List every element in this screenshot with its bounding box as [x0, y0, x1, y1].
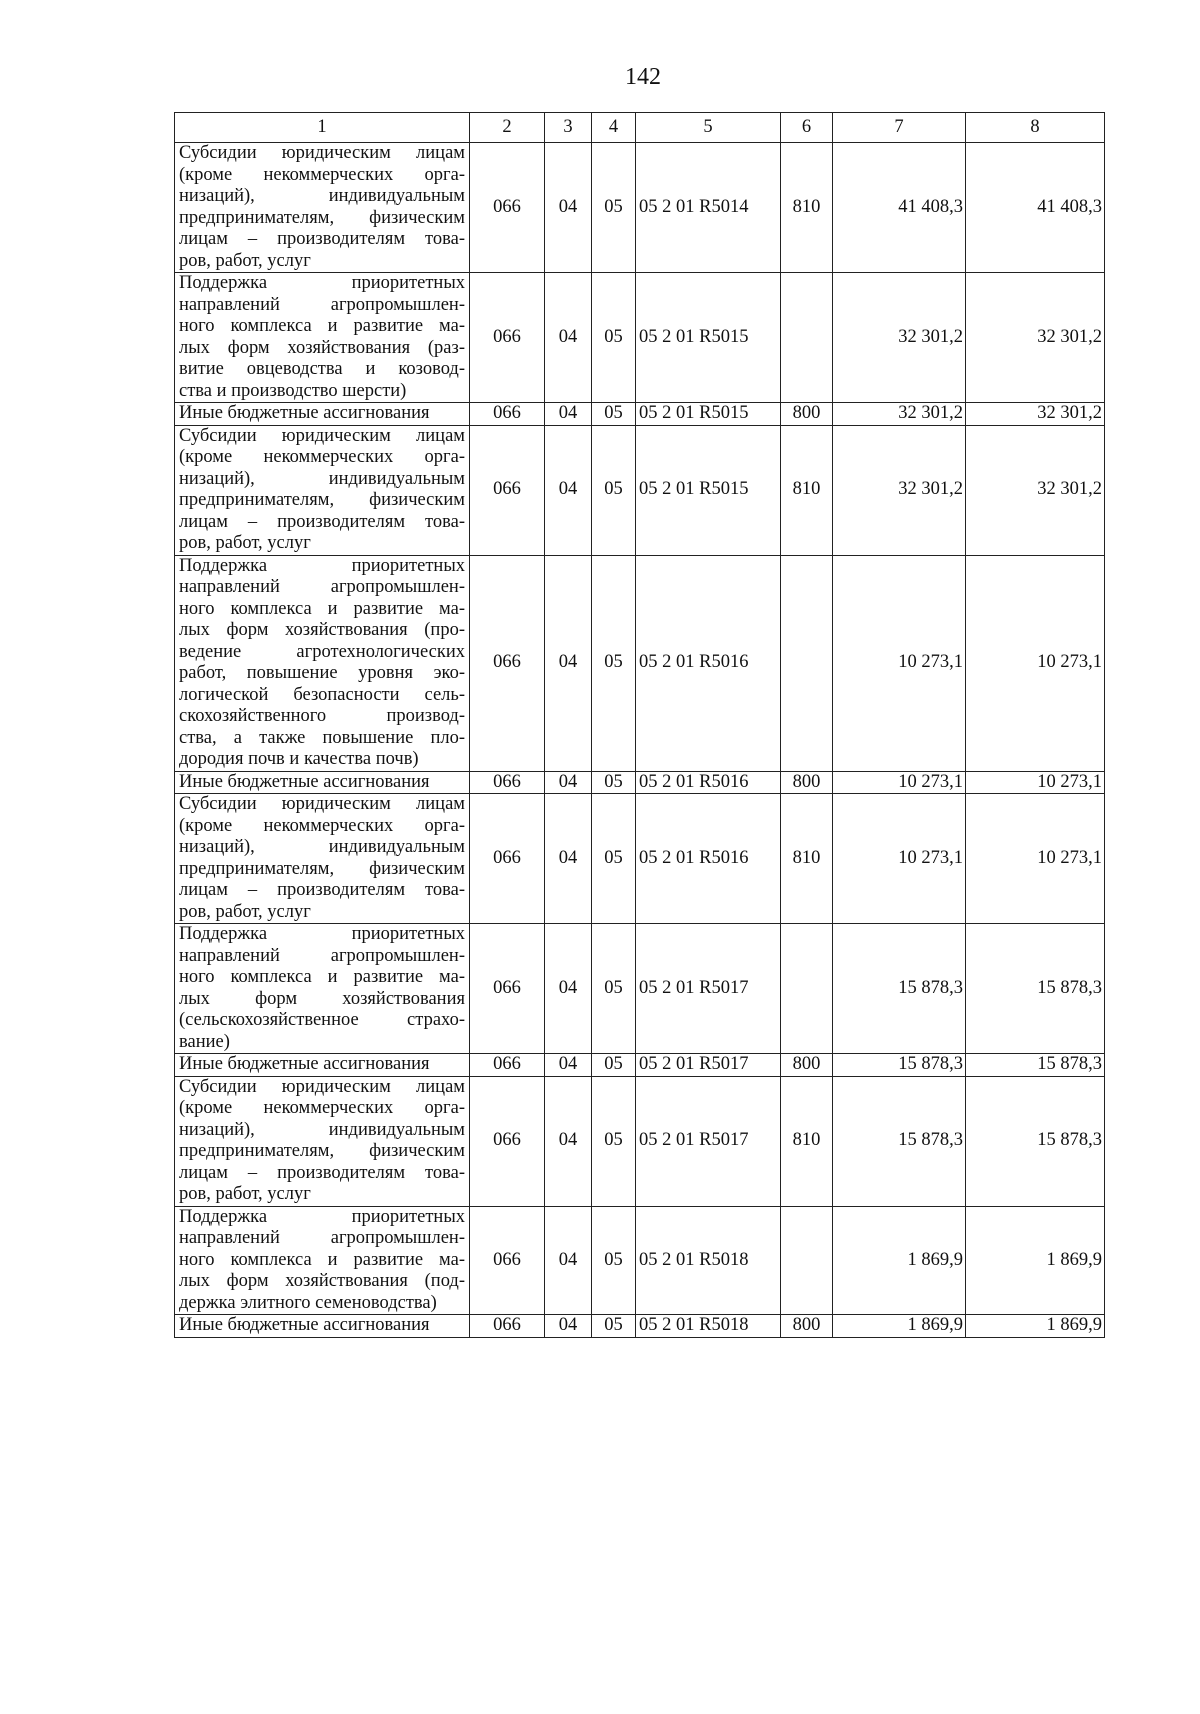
amount-cell: 15 878,3: [833, 1054, 966, 1077]
table-body: [175, 143, 1105, 1338]
table-row: [175, 1054, 1105, 1077]
section-code-cell: 04: [545, 273, 592, 403]
expense-name-line: держка элитного семеноводства): [179, 1292, 437, 1313]
expense-name-line: низаций), индивидуальным: [179, 186, 465, 206]
table-row: [175, 273, 1105, 403]
expense-name-line: Иные бюджетные ассигнования: [179, 1054, 430, 1074]
table-row: [175, 425, 1105, 555]
expense-name-line: дородия почв и качества почв): [179, 749, 419, 769]
expense-name-line: направлений агропромышлен-: [179, 577, 465, 597]
amount-cell: 10 273,1: [833, 555, 966, 771]
expense-name-line: лых форм хозяйствования: [179, 988, 465, 1009]
expense-type-cell: 800: [781, 1054, 833, 1077]
expense-name-line: ного комплекса и развитие ма-: [179, 967, 465, 987]
table-row: [175, 924, 1105, 1054]
amount-cell: 32 301,2: [833, 425, 966, 555]
ministry-code-cell: 066: [470, 794, 545, 924]
page-number: 142: [625, 64, 661, 90]
table-row: [175, 555, 1105, 771]
section-code-cell: 04: [545, 924, 592, 1054]
expense-name-line: витие овцеводства и козовод-: [179, 359, 465, 379]
table-row: [175, 403, 1105, 426]
expense-name-cell: [175, 1206, 470, 1315]
section-code-cell: 04: [545, 794, 592, 924]
amount-cell: 10 273,1: [966, 771, 1105, 794]
amount-cell: 1 869,9: [833, 1315, 966, 1338]
expense-name-cell: [175, 143, 470, 273]
section-code-cell: 04: [545, 1054, 592, 1077]
ministry-code-cell: 066: [470, 1076, 545, 1206]
column-header: 6: [781, 113, 833, 143]
ministry-code-cell: 066: [470, 1315, 545, 1338]
expense-name-line: Иные бюджетные ассигнования: [179, 403, 430, 423]
section-code-cell: 04: [545, 425, 592, 555]
expense-name-line: (кроме некоммерческих орга-: [179, 164, 465, 185]
amount-cell: 32 301,2: [833, 273, 966, 403]
ministry-code-cell: 066: [470, 924, 545, 1054]
expense-name-line: лицам – производителям това-: [179, 1162, 465, 1183]
column-header: 5: [636, 113, 781, 143]
amount-cell: 10 273,1: [966, 794, 1105, 924]
expense-name-line: направлений агропромышлен-: [179, 1228, 465, 1248]
section-code-cell: 04: [545, 555, 592, 771]
expense-name-cell: [175, 1315, 470, 1338]
subsection-code-cell: 05: [592, 143, 636, 273]
table-row: [175, 1315, 1105, 1338]
target-article-cell: 05 2 01 R5017: [636, 1076, 781, 1206]
target-article-cell: 05 2 01 R5014: [636, 143, 781, 273]
column-header: 2: [470, 113, 545, 143]
section-code-cell: 04: [545, 143, 592, 273]
ministry-code-cell: 066: [470, 273, 545, 403]
table-row: [175, 1206, 1105, 1315]
subsection-code-cell: 05: [592, 1206, 636, 1315]
subsection-code-cell: 05: [592, 1076, 636, 1206]
expense-name-line: ров, работ, услуг: [179, 250, 311, 271]
expense-name-line: предпринимателям, физическим: [179, 207, 465, 228]
expense-name-line: низаций), индивидуальным: [179, 468, 465, 489]
expense-name-line: Поддержка приоритетных: [179, 555, 465, 576]
expense-name-cell: [175, 924, 470, 1054]
amount-cell: 1 869,9: [833, 1206, 966, 1315]
section-code-cell: 04: [545, 1206, 592, 1315]
ministry-code-cell: 066: [470, 555, 545, 771]
table-header-row: [175, 113, 1105, 143]
column-header: 1: [175, 113, 470, 143]
budget-table: [174, 112, 1105, 1338]
expense-name-line: ства и производство шерсти): [179, 380, 407, 401]
target-article-cell: 05 2 01 R5018: [636, 1206, 781, 1315]
target-article-cell: 05 2 01 R5015: [636, 425, 781, 555]
amount-cell: 15 878,3: [966, 1054, 1105, 1077]
expense-name-line: ного комплекса и развитие ма-: [179, 316, 465, 336]
amount-cell: 1 869,9: [966, 1315, 1105, 1338]
amount-cell: 15 878,3: [966, 924, 1105, 1054]
amount-cell: 32 301,2: [966, 273, 1105, 403]
section-code-cell: 04: [545, 1076, 592, 1206]
column-header: 8: [966, 113, 1105, 143]
amount-cell: 15 878,3: [966, 1076, 1105, 1206]
target-article-cell: 05 2 01 R5015: [636, 403, 781, 426]
expense-name-line: лых форм хозяйствования (раз-: [179, 337, 465, 358]
subsection-code-cell: 05: [592, 1315, 636, 1338]
amount-cell: 10 273,1: [833, 771, 966, 794]
expense-type-cell: [781, 273, 833, 403]
expense-name-line: (кроме некоммерческих орга-: [179, 1098, 465, 1118]
expense-name-line: ного комплекса и развитие ма-: [179, 598, 465, 619]
amount-cell: 10 273,1: [966, 555, 1105, 771]
expense-type-cell: [781, 1206, 833, 1315]
expense-name-line: (кроме некоммерческих орга-: [179, 447, 465, 467]
target-article-cell: 05 2 01 R5018: [636, 1315, 781, 1338]
expense-name-line: направлений агропромышлен-: [179, 945, 465, 966]
section-code-cell: 04: [545, 1315, 592, 1338]
amount-cell: 10 273,1: [833, 794, 966, 924]
expense-type-cell: 800: [781, 1315, 833, 1338]
expense-name-line: низаций), индивидуальным: [179, 837, 465, 857]
expense-name-line: логической безопасности сель-: [179, 684, 465, 705]
ministry-code-cell: 066: [470, 403, 545, 426]
expense-name-line: Субсидии юридическим лицам: [179, 143, 465, 163]
expense-type-cell: 810: [781, 1076, 833, 1206]
column-header: 7: [833, 113, 966, 143]
ministry-code-cell: 066: [470, 143, 545, 273]
amount-cell: 1 869,9: [966, 1206, 1105, 1315]
expense-type-cell: 810: [781, 794, 833, 924]
expense-type-cell: 800: [781, 403, 833, 426]
expense-name-line: Иные бюджетные ассигнования: [179, 771, 430, 792]
expense-name-line: ров, работ, услуг: [179, 1184, 311, 1204]
expense-type-cell: 810: [781, 143, 833, 273]
ministry-code-cell: 066: [470, 425, 545, 555]
subsection-code-cell: 05: [592, 924, 636, 1054]
expense-name-line: лицам – производителям това-: [179, 229, 465, 249]
expense-name-line: ства, а также повышение пло-: [179, 727, 465, 748]
expense-name-line: работ, повышение уровня эко-: [179, 663, 465, 683]
expense-name-line: ров, работ, услуг: [179, 533, 311, 553]
table-row: [175, 1076, 1105, 1206]
table-row: [175, 771, 1105, 794]
subsection-code-cell: 05: [592, 794, 636, 924]
expense-name-line: скохозяйственного производ-: [179, 706, 465, 726]
ministry-code-cell: 066: [470, 1054, 545, 1077]
amount-cell: 41 408,3: [833, 143, 966, 273]
expense-name-line: (сельскохозяйственное страхо-: [179, 1010, 465, 1030]
expense-name-line: ного комплекса и развитие ма-: [179, 1249, 465, 1270]
table-row: [175, 143, 1105, 273]
expense-name-line: Субсидии юридическим лицам: [179, 794, 465, 814]
expense-name-line: ров, работ, услуг: [179, 901, 311, 922]
target-article-cell: 05 2 01 R5016: [636, 555, 781, 771]
subsection-code-cell: 05: [592, 555, 636, 771]
section-code-cell: 04: [545, 771, 592, 794]
amount-cell: 32 301,2: [833, 403, 966, 426]
expense-name-line: лицам – производителям това-: [179, 880, 465, 900]
expense-name-line: вание): [179, 1031, 230, 1052]
expense-name-cell: [175, 1054, 470, 1077]
target-article-cell: 05 2 01 R5015: [636, 273, 781, 403]
subsection-code-cell: 05: [592, 771, 636, 794]
expense-name-line: предпринимателям, физическим: [179, 490, 465, 510]
expense-name-line: направлений агропромышлен-: [179, 294, 465, 315]
expense-name-cell: [175, 403, 470, 426]
expense-type-cell: [781, 924, 833, 1054]
target-article-cell: 05 2 01 R5017: [636, 1054, 781, 1077]
expense-name-line: лицам – производителям това-: [179, 511, 465, 532]
expense-name-line: Поддержка приоритетных: [179, 273, 465, 293]
amount-cell: 32 301,2: [966, 425, 1105, 555]
expense-name-cell: [175, 425, 470, 555]
amount-cell: 15 878,3: [833, 1076, 966, 1206]
expense-type-cell: 800: [781, 771, 833, 794]
expense-name-line: Поддержка приоритетных: [179, 924, 465, 944]
expense-name-line: предпринимателям, физическим: [179, 1141, 465, 1161]
table-row: [175, 794, 1105, 924]
target-article-cell: 05 2 01 R5016: [636, 794, 781, 924]
expense-name-line: лых форм хозяйствования (под-: [179, 1271, 465, 1291]
subsection-code-cell: 05: [592, 425, 636, 555]
expense-type-cell: [781, 555, 833, 771]
expense-name-cell: [175, 794, 470, 924]
column-header: 3: [545, 113, 592, 143]
ministry-code-cell: 066: [470, 771, 545, 794]
expense-name-cell: [175, 771, 470, 794]
amount-cell: 41 408,3: [966, 143, 1105, 273]
ministry-code-cell: 066: [470, 1206, 545, 1315]
expense-name-line: (кроме некоммерческих орга-: [179, 815, 465, 836]
expense-name-line: Поддержка приоритетных: [179, 1206, 465, 1227]
target-article-cell: 05 2 01 R5017: [636, 924, 781, 1054]
expense-name-line: низаций), индивидуальным: [179, 1119, 465, 1140]
expense-name-cell: [175, 555, 470, 771]
amount-cell: 15 878,3: [833, 924, 966, 1054]
expense-name-cell: [175, 273, 470, 403]
expense-name-line: Субсидии юридическим лицам: [179, 1076, 465, 1097]
amount-cell: 32 301,2: [966, 403, 1105, 426]
expense-name-line: предпринимателям, физическим: [179, 858, 465, 879]
expense-name-line: Иные бюджетные ассигнования: [179, 1315, 430, 1335]
target-article-cell: 05 2 01 R5016: [636, 771, 781, 794]
expense-name-cell: [175, 1076, 470, 1206]
column-header: 4: [592, 113, 636, 143]
subsection-code-cell: 05: [592, 403, 636, 426]
expense-name-line: лых форм хозяйствования (про-: [179, 620, 465, 640]
section-code-cell: 04: [545, 403, 592, 426]
expense-type-cell: 810: [781, 425, 833, 555]
subsection-code-cell: 05: [592, 1054, 636, 1077]
subsection-code-cell: 05: [592, 273, 636, 403]
expense-name-line: Субсидии юридическим лицам: [179, 425, 465, 446]
expense-name-line: ведение агротехнологических: [179, 641, 465, 662]
